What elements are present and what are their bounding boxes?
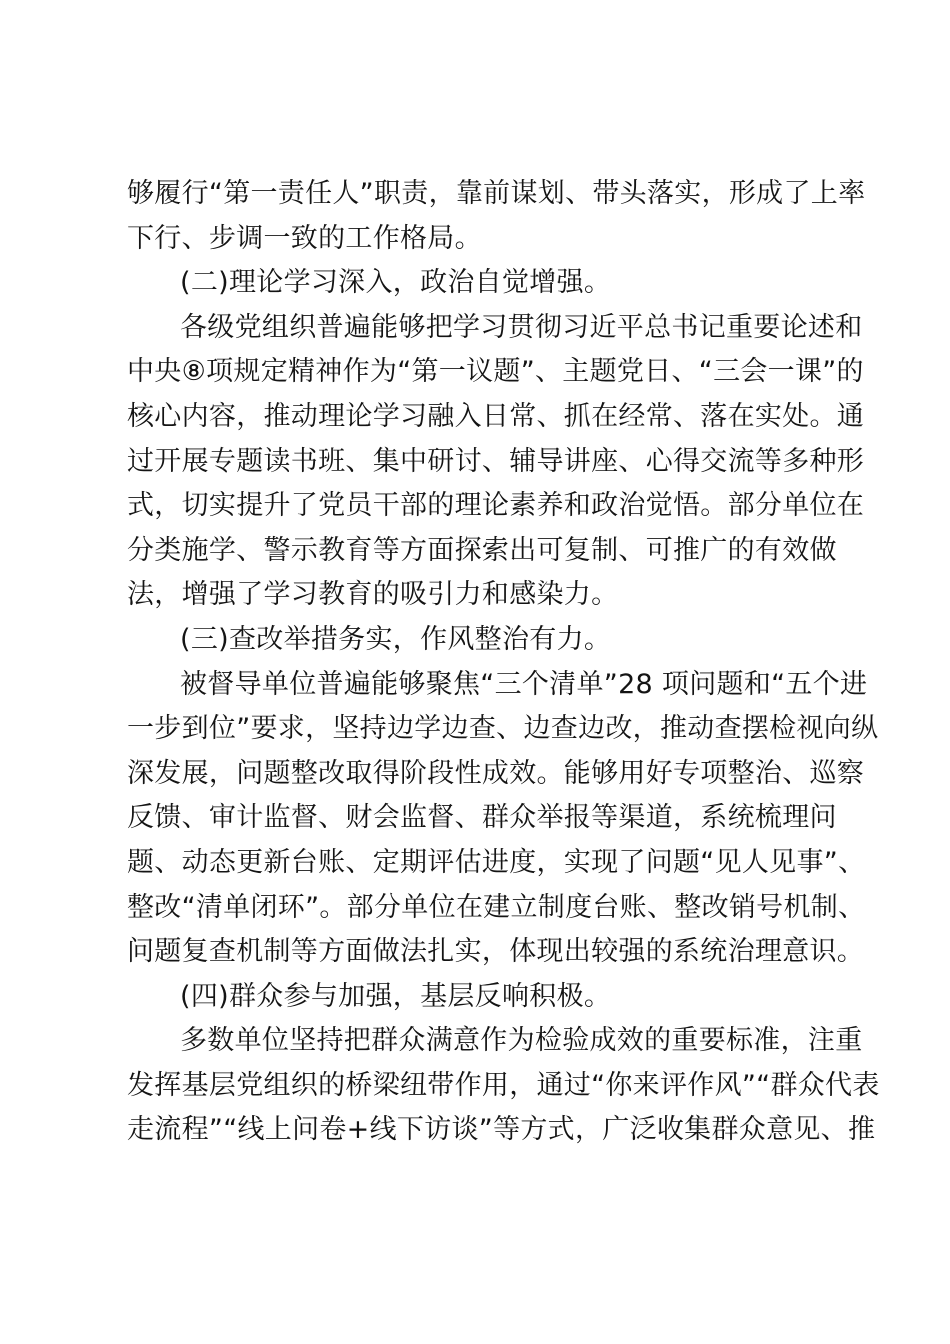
text-line: 题、动态更新台账、定期评估进度，实现了问题“见人见事”、	[127, 846, 866, 878]
document-body	[127, 172, 880, 1153]
text-line: 法，增强了学习教育的吸引力和感染力。	[127, 579, 619, 611]
text-line: 下行、步调一致的工作格局。	[127, 222, 482, 254]
text-line: 各级党组织普遍能够把学习贯彻习近平总书记重要论述和	[180, 311, 863, 343]
section-heading-2: (二)理论学习深入，政治自觉增强。	[180, 267, 612, 299]
text-line: 反馈、审计监督、财会监督、群众举报等渠道，系统梳理问	[127, 802, 837, 834]
text-line: 问题复查机制等方面做法扎实，体现出较强的系统治理意识。	[127, 936, 865, 968]
text-line: 中央⑧项规定精神作为“第一议题”、主题党日、“三会一课”的	[127, 356, 864, 388]
text-line: 分类施学、警示教育等方面探索出可复制、可推广的有效做	[127, 534, 837, 566]
text-line: 深发展，问题整改取得阶段性成效。能够用好专项整治、巡察	[127, 757, 865, 789]
section-heading-4: (四)群众参与加强，基层反响积极。	[180, 980, 612, 1012]
text-line: 发挥基层党组织的桥梁纽带作用，通过“你来评作风”“群众代表	[127, 1069, 880, 1101]
text-line: 过开展专题读书班、集中研讨、辅导讲座、心得交流等多种形	[127, 445, 865, 477]
section-heading-3: (三)查改举措务实，作风整治有力。	[180, 623, 612, 655]
text-line: 核心内容，推动理论学习融入日常、抓在经常、落在实处。通	[127, 400, 865, 432]
text-line: 多数单位坚持把群众满意作为检验成效的重要标准，注重	[180, 1025, 863, 1057]
text-line: 走流程”“线上问卷+线下访谈”等方式，广泛收集群众意见、推	[127, 1114, 876, 1146]
text-line: 够履行“第一责任人”职责，靠前谋划、带头落实，形成了上率	[127, 178, 866, 209]
text-line: 式，切实提升了党员干部的理论素养和政治觉悟。部分单位在	[127, 490, 865, 522]
text-line: 整改“清单闭环”。部分单位在建立制度台账、整改销号机制、	[127, 891, 866, 923]
text-line: 被督导单位普遍能够聚焦“三个清单”28 项问题和“五个进	[180, 668, 868, 700]
text-line: 一步到位”要求，坚持边学边查、边查边改，推动查摆检视向纵	[127, 713, 879, 745]
